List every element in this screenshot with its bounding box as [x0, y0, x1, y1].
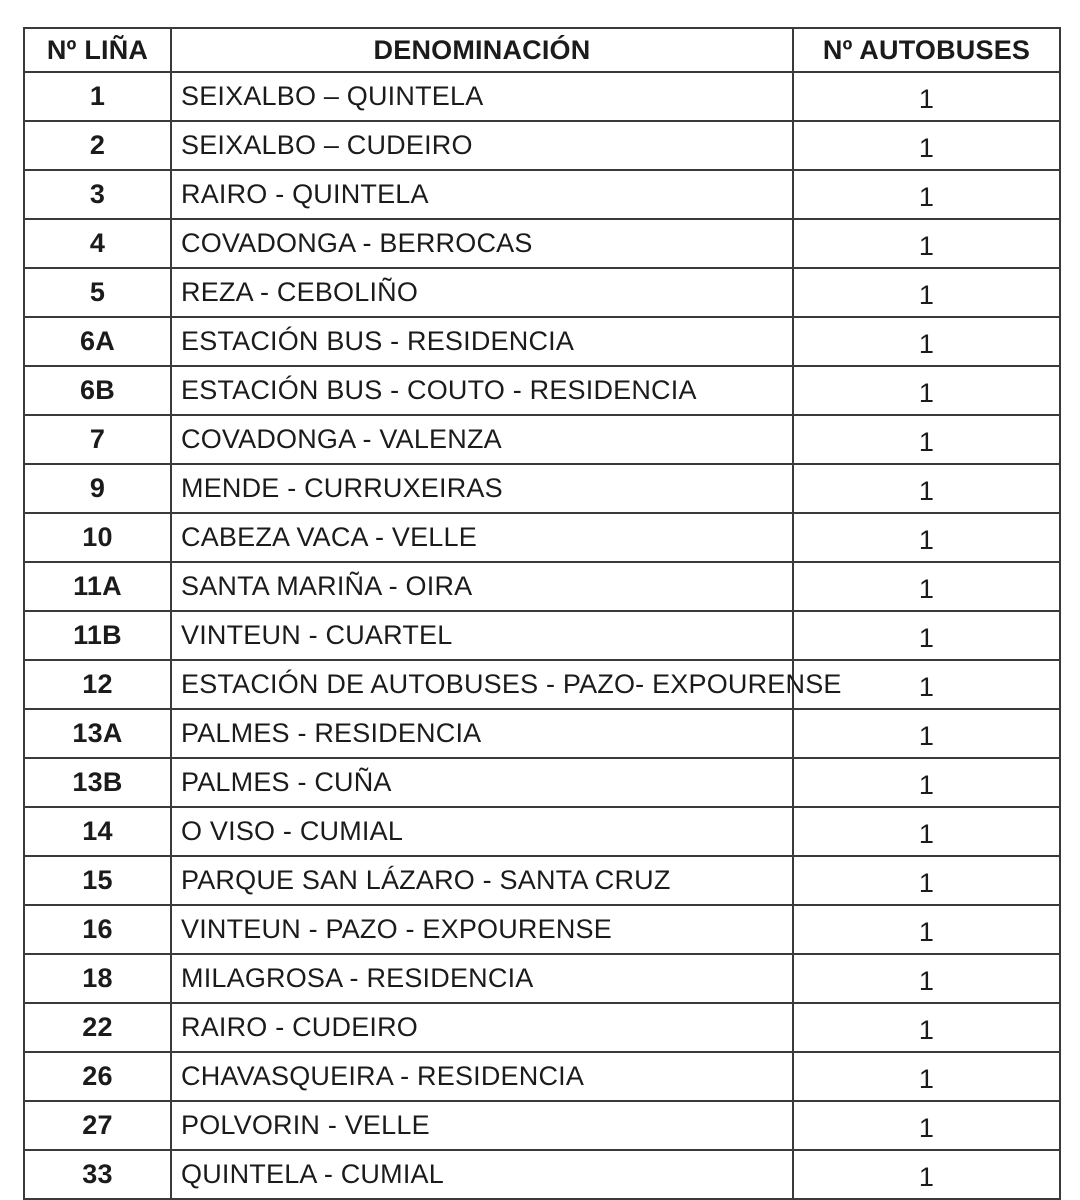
- table-row: [24, 170, 1060, 219]
- denomination-cell: COVADONGA - VALENZA: [171, 415, 793, 464]
- bus-count-cell: 1: [793, 905, 1060, 954]
- denomination-cell: MILAGROSA - RESIDENCIA: [171, 954, 793, 1003]
- table-row: [24, 366, 1060, 415]
- line-number-cell: 10: [24, 513, 171, 562]
- bus-count-cell: 1: [793, 807, 1060, 856]
- bus-count-cell: 1: [793, 1052, 1060, 1101]
- header-bus-count: Nº AUTOBUSES: [793, 28, 1060, 72]
- bus-count-cell: 1: [793, 562, 1060, 611]
- table-row: [24, 954, 1060, 1003]
- line-number-cell: 5: [24, 268, 171, 317]
- table-row: [24, 562, 1060, 611]
- table-row: [24, 758, 1060, 807]
- table-row: [24, 856, 1060, 905]
- bus-count-cell: 1: [793, 660, 1060, 709]
- line-number-cell: 7: [24, 415, 171, 464]
- line-number-cell: 18: [24, 954, 171, 1003]
- denomination-cell: POLVORIN - VELLE: [171, 1101, 793, 1150]
- bus-count-cell: 1: [793, 856, 1060, 905]
- bus-count-cell: 1: [793, 464, 1060, 513]
- line-number-cell: 11A: [24, 562, 171, 611]
- line-number-cell: 2: [24, 121, 171, 170]
- denomination-cell: PALMES - CUÑA: [171, 758, 793, 807]
- header-denomination: DENOMINACIÓN: [171, 28, 793, 72]
- bus-count-cell: 1: [793, 268, 1060, 317]
- line-number-cell: 6A: [24, 317, 171, 366]
- denomination-cell: MENDE - CURRUXEIRAS: [171, 464, 793, 513]
- bus-count-cell: 1: [793, 1003, 1060, 1052]
- bus-count-cell: 1: [793, 1150, 1060, 1199]
- denomination-cell: ESTACIÓN BUS - RESIDENCIA: [171, 317, 793, 366]
- table-row: [24, 660, 1060, 709]
- line-number-cell: 12: [24, 660, 171, 709]
- denomination-cell: QUINTELA - CUMIAL: [171, 1150, 793, 1199]
- denomination-cell: ESTACIÓN BUS - COUTO - RESIDENCIA: [171, 366, 793, 415]
- table-row: [24, 317, 1060, 366]
- line-number-cell: 9: [24, 464, 171, 513]
- denomination-cell: SEIXALBO – CUDEIRO: [171, 121, 793, 170]
- line-number-cell: 6B: [24, 366, 171, 415]
- bus-count-cell: 1: [793, 611, 1060, 660]
- denomination-cell: ESTACIÓN DE AUTOBUSES - PAZO- EXPOURENSE: [171, 660, 793, 709]
- denomination-cell: O VISO - CUMIAL: [171, 807, 793, 856]
- line-number-cell: 3: [24, 170, 171, 219]
- denomination-cell: REZA - CEBOLIÑO: [171, 268, 793, 317]
- table-row: [24, 611, 1060, 660]
- table-row: [24, 513, 1060, 562]
- bus-count-cell: 1: [793, 219, 1060, 268]
- bus-count-cell: 1: [793, 513, 1060, 562]
- denomination-cell: CABEZA VACA - VELLE: [171, 513, 793, 562]
- line-number-cell: 1: [24, 72, 171, 121]
- denomination-cell: VINTEUN - PAZO - EXPOURENSE: [171, 905, 793, 954]
- line-number-cell: 4: [24, 219, 171, 268]
- table-row: [24, 464, 1060, 513]
- table-row: [24, 415, 1060, 464]
- bus-count-cell: 1: [793, 758, 1060, 807]
- table-row: [24, 219, 1060, 268]
- line-number-cell: 15: [24, 856, 171, 905]
- bus-count-cell: 1: [793, 366, 1060, 415]
- denomination-cell: RAIRO - QUINTELA: [171, 170, 793, 219]
- table-row: [24, 1101, 1060, 1150]
- header-line-number: Nº LIÑA: [24, 28, 171, 72]
- denomination-cell: COVADONGA - BERROCAS: [171, 219, 793, 268]
- line-number-cell: 11B: [24, 611, 171, 660]
- line-number-cell: 22: [24, 1003, 171, 1052]
- line-number-cell: 16: [24, 905, 171, 954]
- denomination-cell: PALMES - RESIDENCIA: [171, 709, 793, 758]
- line-number-cell: 27: [24, 1101, 171, 1150]
- bus-count-cell: 1: [793, 317, 1060, 366]
- bus-count-cell: 1: [793, 1101, 1060, 1150]
- line-number-cell: 26: [24, 1052, 171, 1101]
- bus-count-cell: 1: [793, 72, 1060, 121]
- denomination-cell: SEIXALBO – QUINTELA: [171, 72, 793, 121]
- bus-count-cell: 1: [793, 954, 1060, 1003]
- table-row: [24, 905, 1060, 954]
- line-number-cell: 14: [24, 807, 171, 856]
- table-row: [24, 72, 1060, 121]
- bus-count-cell: 1: [793, 415, 1060, 464]
- denomination-cell: PARQUE SAN LÁZARO - SANTA CRUZ: [171, 856, 793, 905]
- denomination-cell: SANTA MARIÑA - OIRA: [171, 562, 793, 611]
- bus-count-cell: 1: [793, 709, 1060, 758]
- denomination-cell: VINTEUN - CUARTEL: [171, 611, 793, 660]
- table-row: [24, 121, 1060, 170]
- table-row: [24, 807, 1060, 856]
- bus-count-cell: 1: [793, 170, 1060, 219]
- bus-lines-table-container: [23, 27, 1059, 1200]
- line-number-cell: 33: [24, 1150, 171, 1199]
- table-row: [24, 1003, 1060, 1052]
- line-number-cell: 13B: [24, 758, 171, 807]
- table-body: [24, 72, 1060, 1199]
- table-row: [24, 1150, 1060, 1199]
- table-row: [24, 1052, 1060, 1101]
- table-row: [24, 709, 1060, 758]
- bus-lines-table: [23, 27, 1061, 1200]
- table-row: [24, 268, 1060, 317]
- table-header-row: [24, 28, 1060, 72]
- denomination-cell: RAIRO - CUDEIRO: [171, 1003, 793, 1052]
- line-number-cell: 13A: [24, 709, 171, 758]
- denomination-cell: CHAVASQUEIRA - RESIDENCIA: [171, 1052, 793, 1101]
- bus-count-cell: 1: [793, 121, 1060, 170]
